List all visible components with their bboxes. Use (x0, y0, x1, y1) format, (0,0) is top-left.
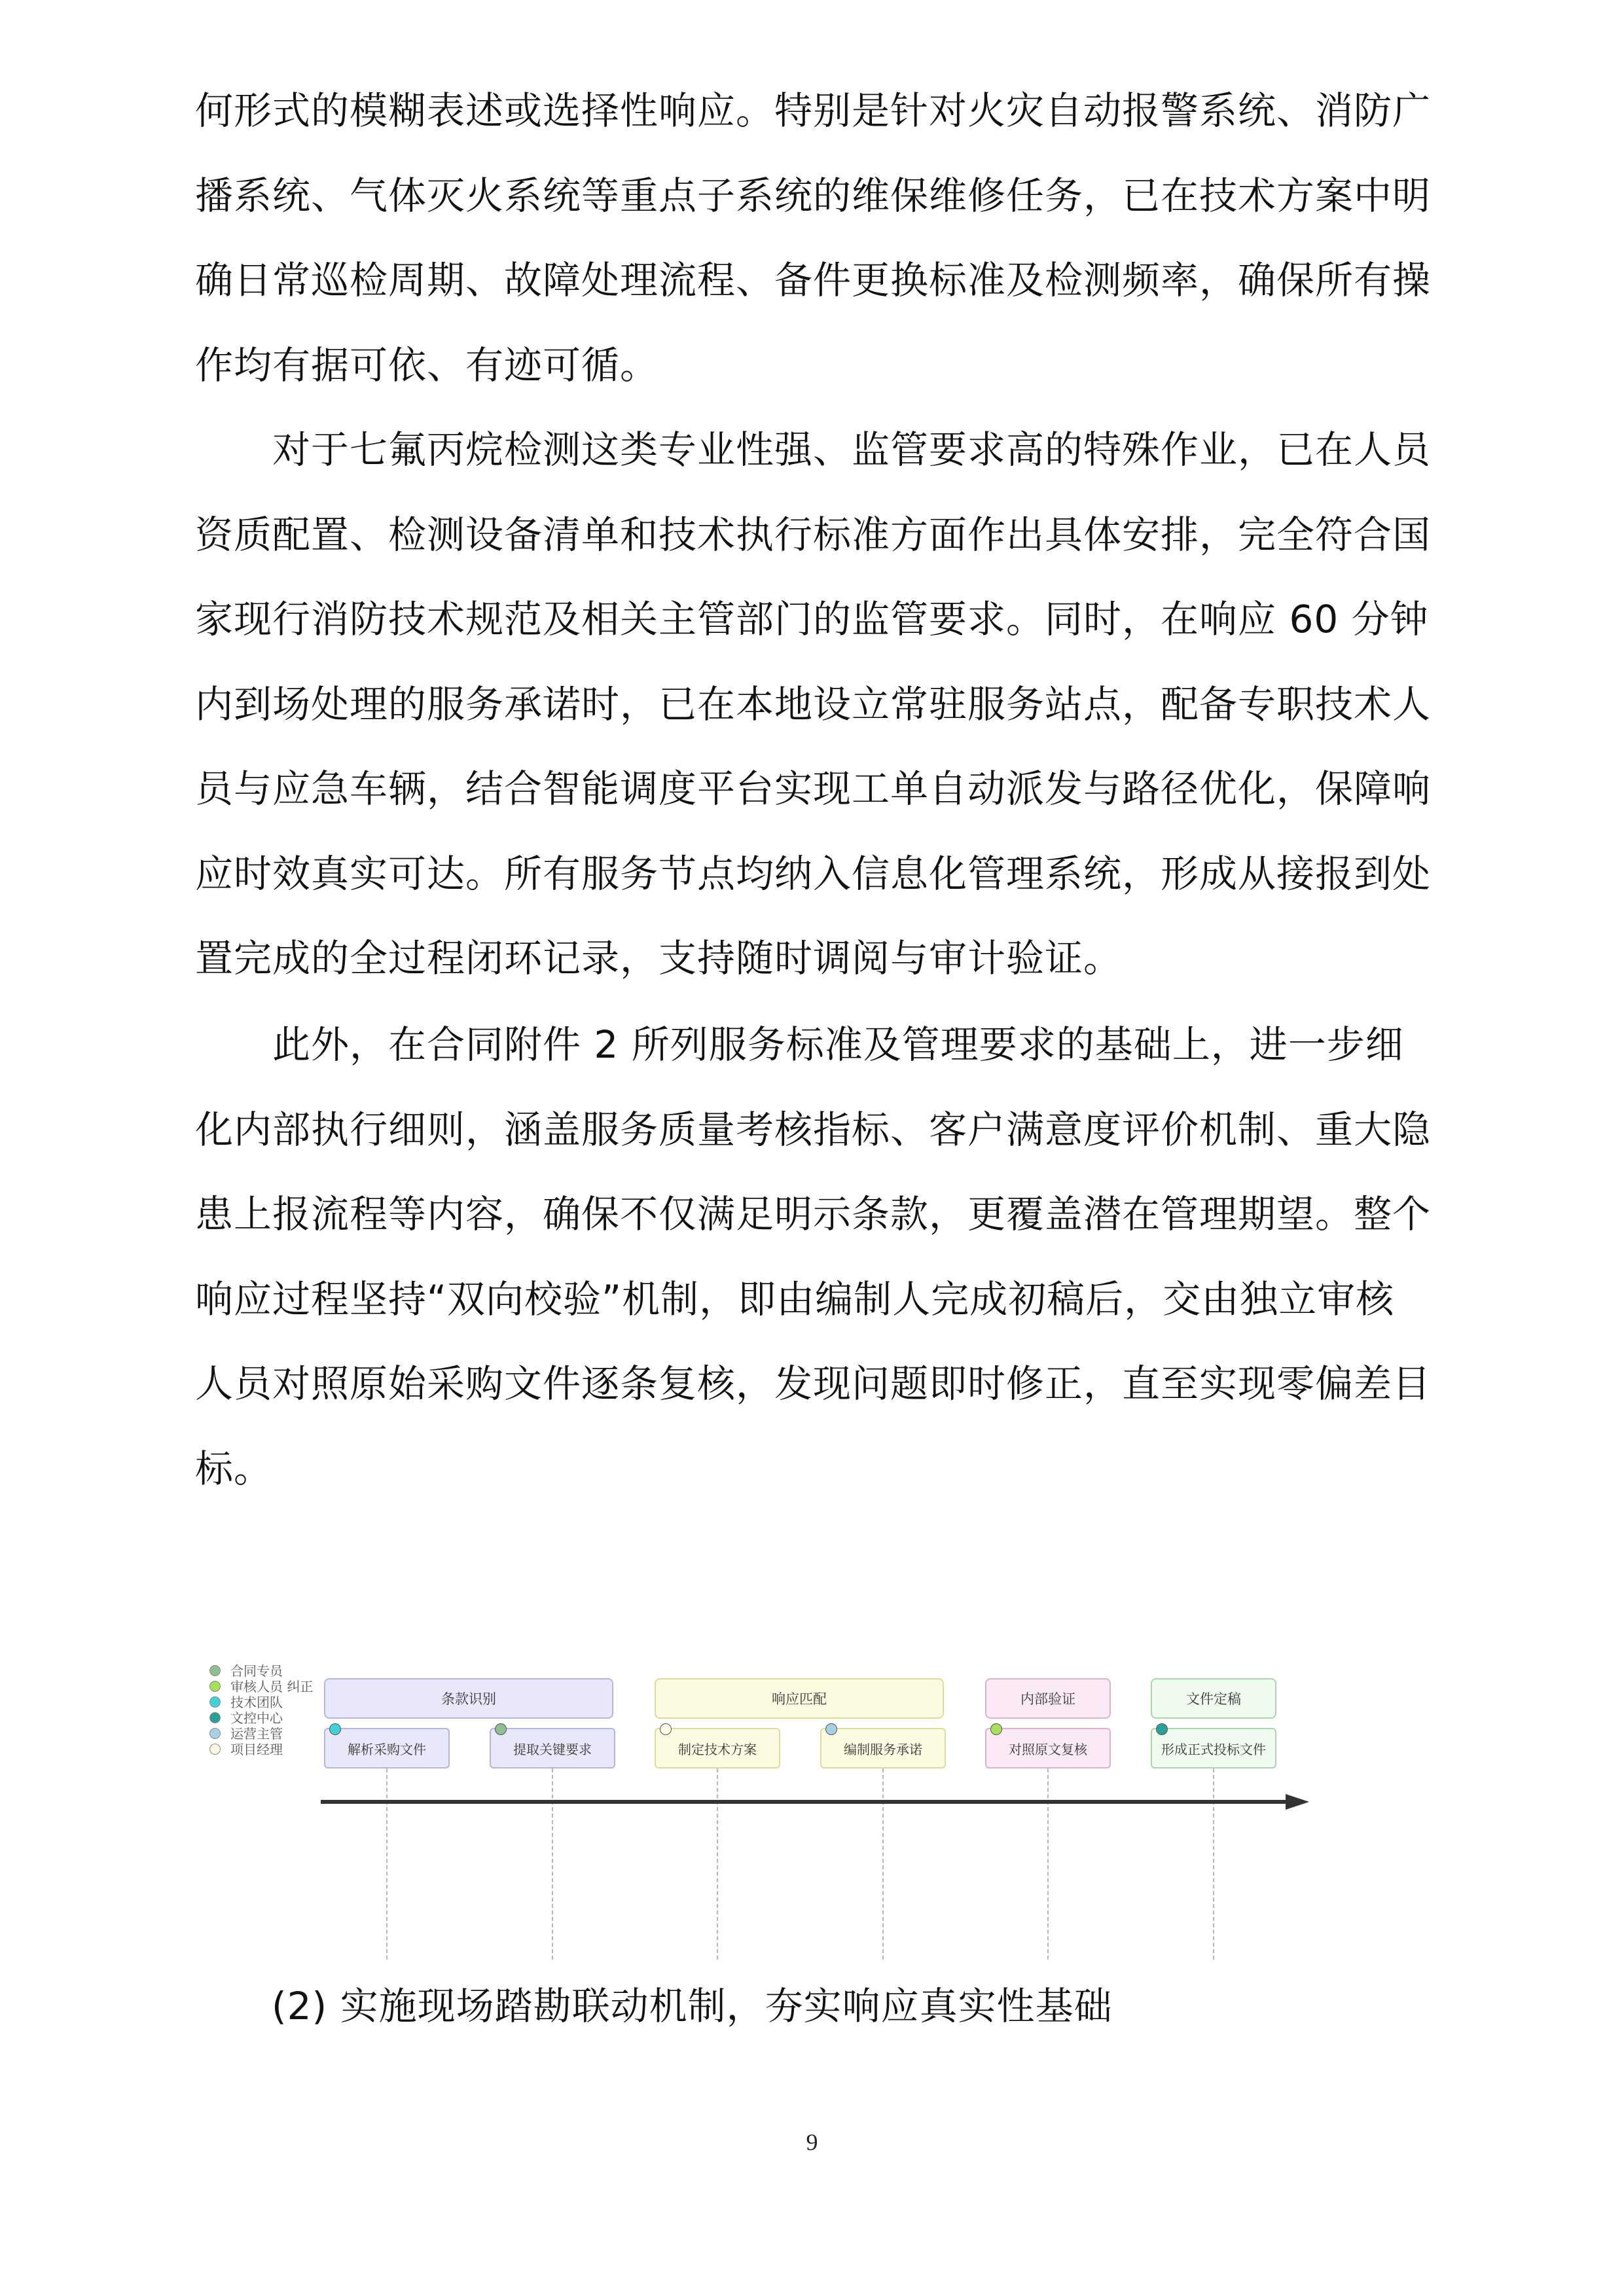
timeline-guide-line (386, 1768, 388, 1960)
timeline-guide-line (717, 1768, 718, 1960)
page-number: 9 (806, 2129, 818, 2155)
paragraph-2: 对于七氟丙烷检测这类专业性强、监管要求高的特殊作业，已在人员资质配置、检测设备清单和技术执行标准方面作出具体安排，完全符合国家现行消防技术规范及相关主管部门的监管要求。同时，在响应 60 分钟内到场处理的服务承诺时，已在本地设立常驻服务站点，配备专职技术人员与应急车辆，结合智能调度平台实现工单自动派发与路径优化，保障响应时效真实可达。所有服务节点均纳入信息化管理系统，形成从接报到处置完成的全过程闭环记录，支持随时调阅与审计验证。 (195, 427, 1432, 980)
task-service-commitment (820, 1728, 946, 1768)
role-marker-icon (825, 1723, 837, 1735)
timeline-guide-line (882, 1768, 884, 1960)
task-parse-procurement-docs (324, 1728, 450, 1768)
legend-label: 技术团队 (230, 1695, 283, 1710)
task-label: 形成正式投标文件 (1161, 1741, 1266, 1757)
task-technical-plan (655, 1728, 780, 1768)
role-marker-icon (329, 1723, 341, 1735)
task-extract-key-requirements (490, 1728, 615, 1768)
section-heading: (2) 实施现场踏勘联动机制，夯实响应真实性基础 (272, 1984, 1113, 2028)
phase-internal-verification: 内部验证 (985, 1678, 1111, 1719)
legend-dot-icon (209, 1665, 221, 1676)
phase-document-finalization: 文件定稿 (1151, 1678, 1276, 1719)
timeline-guide-line (1213, 1768, 1214, 1960)
timeline-guide-line (552, 1768, 553, 1960)
legend-label: 文控中心 (230, 1710, 283, 1726)
legend-label: 运营主管 (230, 1726, 283, 1742)
timeline-axis (321, 1800, 1290, 1804)
task-label: 解析采购文件 (348, 1741, 426, 1757)
legend-dot-icon (209, 1696, 221, 1708)
role-marker-icon (495, 1723, 507, 1735)
legend-label: 项目经理 (230, 1742, 283, 1757)
legend-dot-icon (209, 1681, 221, 1692)
task-formal-bid-document (1151, 1728, 1276, 1768)
paragraph-3: 此外，在合同附件 2 所列服务标准及管理要求的基础上，进一步细化内部执行细则，涵盖服务质量考核指标、客户满意度评价机制、重大隐患上报流程等内容，确保不仅满足明示条款，更覆盖潜在管理期望。整个响应过程坚持“双向校验”机制，即由编制人完成初稿后，交由独立审核人员对照原始采购文件逐条复核，发现问题即时修正，直至实现零偏差目标。 (195, 1022, 1432, 1491)
process-timeline-diagram (196, 1662, 1335, 1964)
task-label: 编制服务承诺 (844, 1741, 922, 1757)
task-label: 对照原文复核 (1009, 1741, 1087, 1757)
paragraph-1: 何形式的模糊表述或选择性响应。特别是针对火灾自动报警系统、消防广播系统、气体灭火系统等重点子系统的维保维修任务，已在技术方案中明确日常巡检周期、故障处理流程、备件更换标准及检测频率，确保所有操作均有据可依、有迹可循。 (195, 88, 1432, 387)
timeline-guide-line (1047, 1768, 1049, 1960)
legend-dot-icon (209, 1712, 221, 1723)
phase-clause-identification: 条款识别 (324, 1678, 613, 1719)
legend-dot-icon (209, 1744, 221, 1755)
task-label: 制定技术方案 (678, 1741, 757, 1757)
task-label: 提取关键要求 (513, 1741, 592, 1757)
legend-dot-icon (209, 1728, 221, 1739)
role-marker-icon (660, 1723, 672, 1735)
legend-label: 合同专员 (230, 1663, 283, 1679)
phase-response-matching: 响应匹配 (655, 1678, 944, 1719)
legend-label: 审核人员 纠正 (230, 1679, 314, 1695)
role-marker-icon (990, 1723, 1002, 1735)
timeline-arrow-icon (1286, 1794, 1309, 1810)
role-marker-icon (1156, 1723, 1168, 1735)
task-review-against-original (985, 1728, 1111, 1768)
